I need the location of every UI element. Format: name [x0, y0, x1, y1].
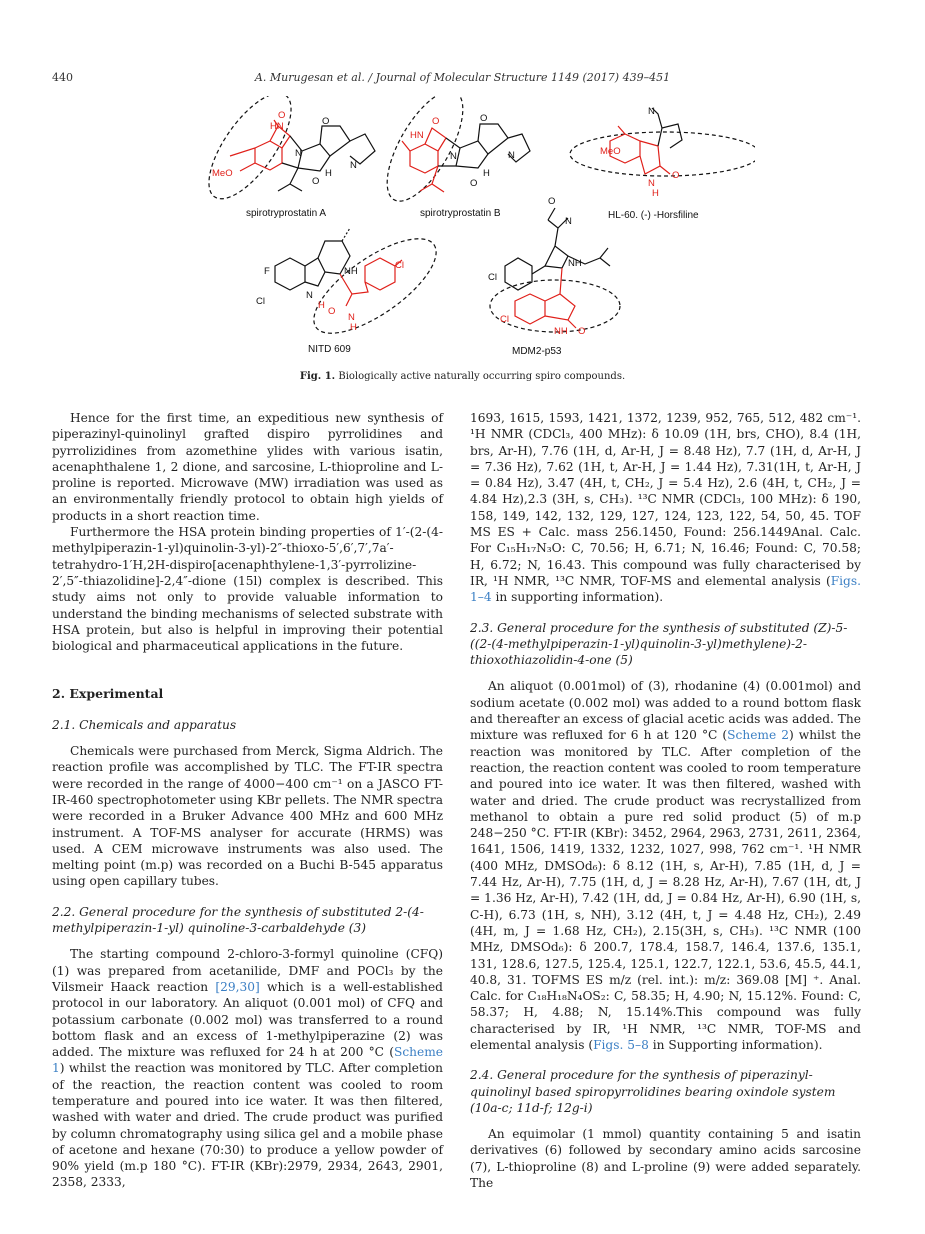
atom-label: N	[295, 148, 302, 159]
atom-label: HN	[270, 121, 284, 132]
figure-caption-label: Fig. 1.	[299, 371, 336, 382]
atom-label: N	[648, 178, 655, 189]
highlight-ellipse	[570, 132, 755, 176]
highlight-ellipse	[490, 280, 620, 332]
journal-citation: A. Murugesan et al. / Journal of Molecular Structure 1149 (2017) 439–451	[254, 71, 671, 84]
paragraph: Furthermore the HSA protein binding properties of 1′-(2-(4-methylpiperazin-1-yl)quinolin-3-yl)-2″-thioxo-5′,6′,7′,7a′-tetrahydro-1′H,2H-dispiro[acenaphthylene-1,3′-pyrrolizine-2′,5″-thiazolidine]-2,4″-dione (15l) complex is described. This study aims not only to provide valuable information to understand the binding mechanisms of selected substrate with HSA protein, but also is helpful in improving their potential biological and pharmaceutical applications in the future.	[52, 525, 443, 654]
atom-label: H	[483, 168, 490, 179]
compound-label: spirotryprostatin A	[246, 208, 327, 219]
atom-label: N	[350, 160, 357, 171]
subsection-heading: 2.2. General procedure for the synthesis of substituted 2-(4-methylpiperazin-1-yl) quinoline-3-carbaldehyde (3)	[52, 904, 424, 936]
subsection-heading: 2.3. General procedure for the synthesis of substituted (Z)-5-((2-(4-methylpiperazin-1-yl)quinolin-3-yl)methylene)-2-thioxothiazolidin-4-one (5)	[470, 620, 848, 668]
left-column	[52, 410, 443, 1191]
running-header	[52, 71, 873, 87]
atom-label: O	[278, 110, 286, 121]
atom-label: O	[470, 178, 478, 189]
paragraph: Chemicals were purchased from Merck, Sigma Aldrich. The reaction profile was accomplished by TLC. The FT-IR spectra were recorded in the range of 4000−400 cm⁻¹ on a JASCO FT-IR-460 spectrophotometer using KBr pellets. The NMR spectra were recorded in a Bruker Advance 400 MHz and 600 MHz instrument. A TOF-MS analyser for accurate (HRMS) was used. A CEM microwave instruments was also used. The melting point (m.p) was recorded on a Buchi B-545 apparatus using open capillary tubes.	[52, 744, 443, 889]
atom-label: N	[348, 312, 355, 323]
atom-label: Cl	[256, 296, 265, 307]
atom-label: NH	[568, 258, 582, 269]
scheme-link[interactable]: Scheme 1	[52, 1045, 443, 1076]
atom-label: H	[325, 168, 332, 179]
atom-label: O	[480, 113, 488, 124]
right-column	[470, 410, 861, 1191]
subsection-heading: 2.1. Chemicals and apparatus	[52, 717, 237, 732]
atom-label: O	[328, 306, 336, 317]
compound-label: MDM2-p53	[512, 346, 562, 357]
atom-label: N	[450, 151, 457, 162]
atom-label: N	[648, 106, 655, 117]
atom-label: N	[508, 150, 515, 161]
figure-caption-text: Biologically active naturally occurring spiro compounds.	[338, 371, 626, 382]
highlight-ellipse	[372, 96, 477, 212]
figure-1	[170, 96, 755, 361]
section-heading: 2. Experimental	[52, 686, 164, 702]
atom-label: H	[318, 300, 325, 311]
atom-label: N	[565, 216, 572, 227]
atom-label: H	[350, 322, 357, 333]
figures-link[interactable]: Figs. 5–8	[593, 1037, 649, 1052]
atom-label: O	[578, 326, 586, 337]
atom-label: O	[312, 176, 320, 187]
atom-label: O	[548, 196, 556, 207]
atom-label: MeO	[600, 146, 621, 157]
reference-link[interactable]: [29,30]	[215, 979, 260, 994]
atom-label: O	[432, 116, 440, 127]
atom-label: NH	[554, 326, 568, 337]
paragraph: 1693, 1615, 1593, 1421, 1372, 1239, 952, 765, 512, 482 cm⁻¹. ¹H NMR (CDCl₃, 400 MHz): δ 10.09 (1H, brs, CHO), 8.4 (1H, brs, Ar-H), 7.76 (1H, d, Ar-H, J = 8.48 Hz), 7.7 (1H, d, Ar-H, J = 7.36 Hz), 7.62 (1H, t, Ar-H, J = 1.44 Hz), 7.31(1H, t, Ar-H, J = 0.84 Hz), 3.47 (4H, t, CH₂, J = 5.4 Hz), 2.6 (4H, t, CH₂, J = 4.84 Hz),2.3 (3H, s, CH₃). ¹³C NMR (CDCl₃, 100 MHz): δ 190, 158, 149, 142, 132, 129, 127, 124, 123, 122, 54, 50, 45. TOF MS ES + Calc. mass 256.1450, Found: 256.1449Anal. Calc. For C₁₅H₁₇N₃O: C, 70.56; H, 6.71; N, 16.46; Found: C, 70.58; H, 6.72; N, 16.43. This compound was fully characterised by IR, ¹H NMR, ¹³C NMR, TOF-MS and elemental analysis (Figs. 1–4 in supporting information).	[470, 411, 861, 605]
atom-label: H	[652, 188, 659, 199]
compound-label: HL-60. (-) -Horsfiline	[608, 210, 699, 221]
atom-label: N	[306, 290, 313, 301]
highlight-ellipse	[194, 96, 306, 211]
atom-label: HN	[410, 130, 424, 141]
paragraph: An aliquot (0.001mol) of (3), rhodanine (4) (0.001mol) and sodium acetate (0.002 mol) was added to a round bottom flask and thereafter an excess of glacial acetic acids was added. The mixture was refluxed for 6 h at 120 °C (Scheme 2) whilst the reaction was monitored by TLC. After completion of the reaction, the reaction content was cooled to room temperature and poured into ice water. It was then filtered, washed with water and dried. The crude product was recrystallized from methanol to obtain a pure red solid product (5) of m.p 248−250 °C. FT-IR (KBr): 3452, 2964, 2963, 2731, 2611, 2364, 1641, 1506, 1419, 1332, 1232, 1027, 998, 762 cm⁻¹. ¹H NMR (400 MHz, DMSOd₆): δ 8.12 (1H, s, Ar-H), 7.85 (1H, d, J = 7.44 Hz, Ar-H), 7.75 (1H, d, J = 8.28 Hz, Ar-H), 7.67 (1H, dt, J = 1.36 Hz, Ar-H), 7.42 (1H, dd, J = 0.84 Hz, Ar-H), 6.90 (1H, s, C-H), 6.73 (1H, s, NH), 3.12 (4H, t, J = 4.48 Hz, CH₂), 2.49 (4H, m, J = 1.68 Hz, CH₂), 2.15(3H, s, CH₃). ¹³C NMR (100 MHz, DMSOd₆): δ 200.7, 178.4, 158.7, 146.4, 137.6, 135.1, 131, 128.6, 127.5, 125.4, 125.1, 122.7, 122.1, 53.6, 45.5, 44.1, 40.8, 31. TOFMS ES m/z (rel. int.): m/z: 369.08 [M] ⁺. Anal. Calc. for C₁₈H₁₈N₄OS₂: C, 58.35; H, 4.90; N, 15.12%. Found: C, 58.37; H, 4.88; N, 15.14%.This compound was fully characterised by IR, ¹H NMR, ¹³C NMR, TOF-MS and elemental analysis (Figs. 5–8 in Supporting information).	[470, 679, 861, 1052]
figure-caption	[0, 371, 925, 382]
atom-label: O	[672, 170, 680, 181]
atom-label: Cl	[500, 314, 509, 325]
paragraph: An equimolar (1 mmol) quantity containing 5 and isatin derivatives (6) followed by secondary amino acids sarcosine (7), L-thioproline (8) and L-proline (9) were added separately. The	[470, 1127, 861, 1191]
atom-label: NH	[344, 266, 358, 277]
highlight-ellipse	[300, 222, 450, 350]
compound-label: spirotryprostatin B	[420, 208, 501, 219]
paragraph: Hence for the first time, an expeditious new synthesis of piperazinyl-quinolinyl grafted dispiro pyrrolidines and pyrrolizidines from azomethine ylides with various isatin, acenaphthalene 1, 2 dione, and sarcosine, L-thioproline and L-proline is reported. Microwave (MW) irradiation was used as an environmentally friendly protocol to obtain high yields of products in a short reaction time.	[52, 411, 443, 523]
subsection-heading: 2.4. General procedure for the synthesis of piperazinyl-quinolinyl based spiropyrrolidines bearing oxindole system (10a-c; 11d-f; 12g-i)	[470, 1068, 836, 1115]
atom-label: Cl	[488, 272, 497, 283]
atom-label: Cl	[395, 260, 404, 271]
compound-label: NITD 609	[308, 344, 351, 355]
paragraph: The starting compound 2-chloro-3-formyl quinoline (CFQ) (1) was prepared from acetanilide, DMF and POCl₃ by the Vilsmeir Haack reaction [29,30] which is a well-established protocol in our laboratory. An aliquot (0.001 mol) of CFQ and potassium carbonate (0.002 mol) was transferred to a round bottom flask and an excess of 1-methylpiperazine (2) was added. The mixture was refluxed for 24 h at 200 °C (Scheme 1) whilst the reaction was monitored by TLC. After completion of the reaction, the reaction content was cooled to room temperature and poured into ice water. It was then filtered, washed with water and dried. The crude product was purified by column chromatography using silica gel and a mobile phase of acetone and hexane (70:30) to produce a yellow powder of 90% yield (m.p 180 °C). FT-IR (KBr):2979, 2934, 2643, 2901, 2358, 2333,	[52, 947, 443, 1190]
spiro-structures-drawing	[170, 96, 755, 361]
atom-label: MeO	[212, 168, 233, 179]
figures-link[interactable]: Figs. 1–4	[470, 573, 861, 605]
atom-label: F	[264, 266, 270, 277]
scheme-link[interactable]: Scheme 2	[727, 728, 789, 743]
atom-label: O	[322, 116, 330, 127]
page-number: 440	[52, 71, 73, 84]
